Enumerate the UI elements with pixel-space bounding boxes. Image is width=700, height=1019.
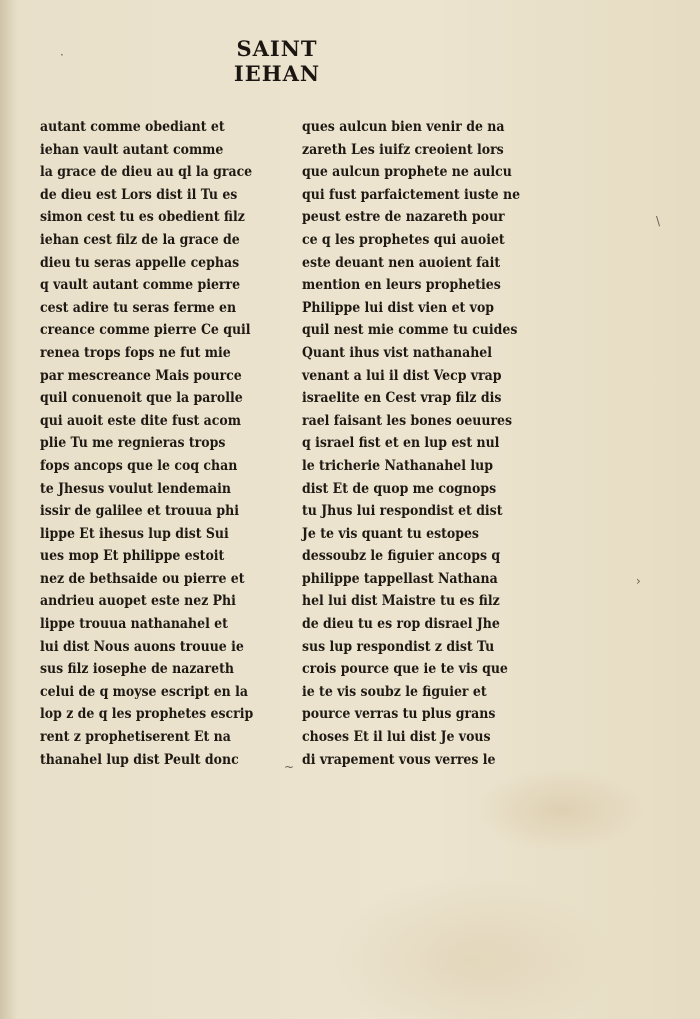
- text-column-left: [40, 116, 261, 771]
- paper-speck: ~: [284, 760, 295, 774]
- text-line: quil conuenoit que la parolle: [40, 390, 243, 407]
- text-line: thanahel lup dist Peult donc: [40, 751, 239, 768]
- text-line: rael faisant les bones oeuures: [302, 412, 513, 429]
- text-line: iehan cest filz de la grace de: [40, 231, 240, 248]
- text-line: este deuant nen auoient fait: [302, 254, 501, 271]
- text-line: te Jhesus voulut lendemain: [40, 480, 231, 497]
- text-line: Philippe lui dist vien et vop: [302, 299, 495, 316]
- paper-speck: ›: [636, 574, 641, 588]
- text-line: plie Tu me regnieras trops: [40, 435, 226, 452]
- text-line: rent z prophetiserent Et na: [40, 729, 231, 746]
- text-line: autant comme obediant et: [40, 119, 225, 135]
- text-column-right: [302, 116, 532, 771]
- text-line: ues mop Et philippe estoit: [40, 548, 225, 565]
- text-line: pource verras tu plus grans: [302, 706, 496, 723]
- text-line: dist Et de quop me cognops: [302, 480, 497, 497]
- text-line: mention en leurs propheties: [302, 277, 501, 294]
- text-line: ce q les prophetes qui auoiet: [302, 231, 505, 248]
- text-line: qui auoit este dite fust acom: [40, 412, 241, 429]
- text-line: la grace de dieu au ql la grace: [40, 164, 253, 181]
- text-line: hel lui dist Maistre tu es filz: [302, 593, 500, 610]
- text-line: creance comme pierre Ce quil: [40, 322, 251, 339]
- text-line: lop z de q les prophetes escrip: [40, 706, 254, 723]
- text-line: de dieu est Lors dist il Tu es: [40, 186, 238, 203]
- text-line: sus lup respondist z dist Tu: [302, 638, 495, 655]
- paper-speck: \: [656, 214, 661, 228]
- paper-speck: ·: [60, 48, 64, 62]
- text-line: q israel fist et en lup est nul: [302, 435, 500, 452]
- text-line: simon cest tu es obedient filz: [40, 209, 245, 226]
- text-line: lippe trouua nathanahel et: [40, 616, 228, 633]
- text-line: cest adire tu seras ferme en: [40, 299, 237, 316]
- text-line: di vrapement vous verres le: [302, 751, 496, 768]
- text-line: Je te vis quant tu estopes: [302, 525, 479, 542]
- text-line: venant a lui il dist Vecp vrap: [302, 367, 502, 384]
- text-line: philippe tappellast Nathana: [302, 570, 498, 587]
- text-line: choses Et il lui dist Je vous: [302, 729, 491, 746]
- text-line: par mescreance Mais pource: [40, 367, 242, 384]
- text-line: crois pource que ie te vis que: [302, 661, 508, 678]
- text-line: que aulcun prophete ne aulcu: [302, 164, 512, 181]
- text-line: celui de q moyse escript en la: [40, 683, 248, 700]
- text-line: issir de galilee et trouua phi: [40, 503, 239, 520]
- text-line: ie te vis soubz le figuier et: [302, 683, 487, 700]
- text-line: dieu tu seras appelle cephas: [40, 254, 240, 271]
- text-line: peust estre de nazareth pour: [302, 209, 505, 226]
- running-header: SAINT IEHAN: [233, 36, 321, 86]
- text-line: israelite en Cest vrap filz dis: [302, 390, 502, 407]
- text-line: Quant ihus vist nathanahel: [302, 344, 493, 361]
- text-line: renea trops fops ne fut mie: [40, 344, 231, 361]
- text-line: nez de bethsaide ou pierre et: [40, 570, 245, 587]
- text-line: ques aulcun bien venir de na: [302, 119, 505, 135]
- text-line: lippe Et ihesus lup dist Sui: [40, 525, 229, 542]
- text-line: zareth Les iuifz creoient lors: [302, 141, 504, 158]
- text-line: qui fust parfaictement iuste ne: [302, 186, 521, 203]
- text-line: lui dist Nous auons trouue ie: [40, 638, 244, 655]
- text-line: iehan vault autant comme: [40, 141, 224, 158]
- text-line: tu Jhus lui respondist et dist: [302, 503, 503, 520]
- text-line: fops ancops que le coq chan: [40, 457, 238, 474]
- text-line: andrieu auopet este nez Phi: [40, 593, 236, 610]
- text-line: le tricherie Nathanahel lup: [302, 457, 493, 474]
- text-line: de dieu tu es rop disrael Jhe: [302, 616, 500, 633]
- text-line: q vault autant comme pierre: [40, 277, 241, 294]
- text-line: dessoubz le figuier ancops q: [302, 548, 501, 565]
- text-line: quil nest mie comme tu cuides: [302, 322, 518, 339]
- text-line: sus filz iosephe de nazareth: [40, 661, 234, 678]
